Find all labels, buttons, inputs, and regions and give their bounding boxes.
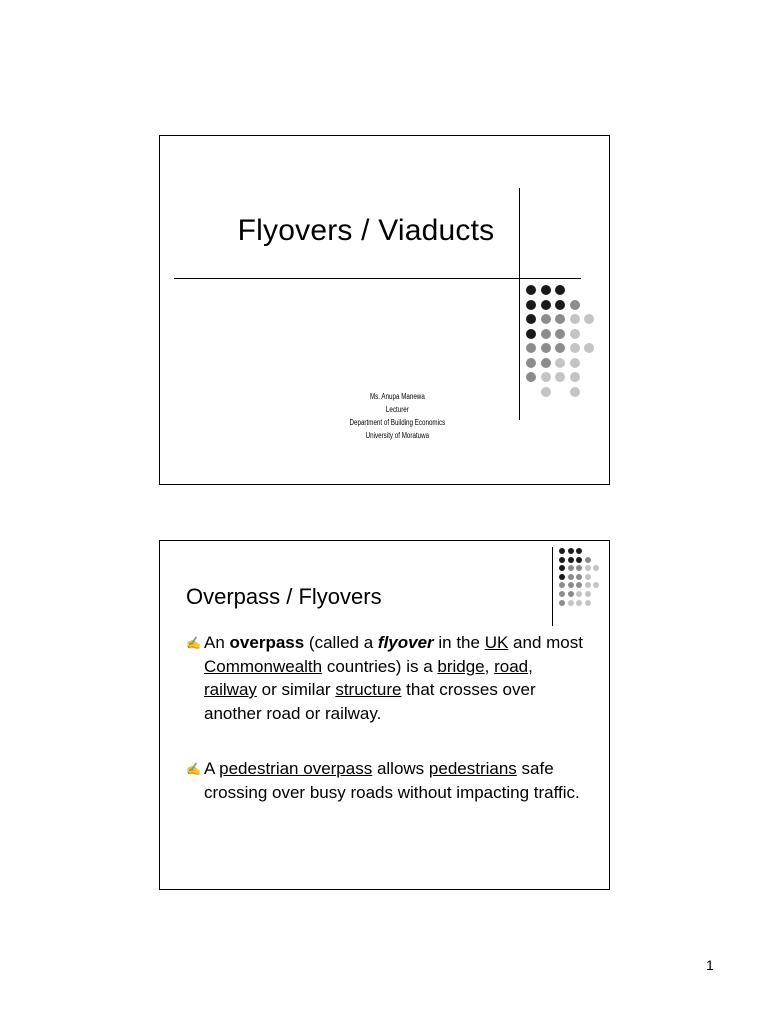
- decorative-dot: [526, 314, 536, 324]
- decorative-dot: [541, 329, 551, 339]
- decorative-dot: [559, 574, 565, 580]
- decorative-dot: [568, 548, 574, 554]
- decorative-dot: [570, 372, 580, 382]
- decorative-dot: [559, 591, 565, 597]
- decorative-dot: [585, 565, 591, 571]
- link-uk[interactable]: UK: [484, 633, 509, 652]
- decorative-dot: [526, 285, 536, 295]
- decorative-dot: [576, 565, 582, 571]
- decorative-dot: [576, 557, 582, 563]
- decorative-dot: [570, 300, 580, 310]
- link-commonwealth[interactable]: Commonwealth: [204, 656, 323, 676]
- slide-divider-vertical: [552, 547, 553, 626]
- decorative-dot: [584, 314, 594, 324]
- author-name: Ms. Anupa Manewa: [369, 392, 425, 401]
- link-bridge[interactable]: bridge: [437, 656, 485, 676]
- decorative-dot: [568, 600, 574, 606]
- decorative-dot: [570, 343, 580, 353]
- decorative-dot: [526, 300, 536, 310]
- decorative-dot: [570, 314, 580, 324]
- decorative-dot: [576, 548, 582, 554]
- title-divider-vertical: [519, 188, 520, 420]
- author-block: [212, 390, 583, 442]
- decorative-dot: [555, 314, 565, 324]
- decorative-dot: [585, 557, 591, 563]
- decorative-dot: [526, 372, 536, 382]
- decorative-dot: [541, 358, 551, 368]
- decorative-dot: [568, 582, 574, 588]
- slide-title: [159, 135, 610, 485]
- decorative-dot: [555, 343, 565, 353]
- bullet-overpass-definition: [186, 631, 586, 725]
- decorative-dot: [559, 557, 565, 563]
- decorative-dot: [593, 582, 599, 588]
- decorative-dot: [570, 329, 580, 339]
- decorative-dot: [555, 329, 565, 339]
- link-railway[interactable]: railway: [204, 680, 257, 699]
- decorative-dot: [541, 300, 551, 310]
- decorative-dot: [584, 343, 594, 353]
- decorative-dot: [568, 574, 574, 580]
- link-pedestrians[interactable]: pedestrians: [428, 759, 517, 778]
- decorative-dot: [559, 582, 565, 588]
- page-number: 1: [706, 957, 714, 973]
- decorative-dot: [559, 548, 565, 554]
- bullet-text: A pedestrian overpass allows pedestrians safe crossing over busy roads without impacting traffic.: [204, 759, 580, 802]
- author-university: University of Moratuwa: [365, 431, 430, 440]
- decorative-dot: [585, 582, 591, 588]
- slide-heading: Overpass / Flyovers: [186, 584, 382, 609]
- decorative-dot: [541, 314, 551, 324]
- decorative-dot: [585, 591, 591, 597]
- decorative-dot: [559, 565, 565, 571]
- decorative-dot: [576, 591, 582, 597]
- decorative-dot: [576, 600, 582, 606]
- decorative-dot: [585, 600, 591, 606]
- author-department: Department of Building Economics: [349, 418, 446, 427]
- decorative-dot: [568, 557, 574, 563]
- decorative-dot: [559, 600, 565, 606]
- decorative-dot: [555, 300, 565, 310]
- term-overpass: overpass: [229, 633, 305, 652]
- decorative-dot: [568, 591, 574, 597]
- decorative-dot: [585, 574, 591, 580]
- decorative-dot: [541, 372, 551, 382]
- slide-overpass: [159, 540, 610, 890]
- pen-bullet-icon: ✍: [186, 762, 201, 776]
- link-pedestrian-overpass[interactable]: pedestrian overpass: [219, 759, 373, 778]
- bullet-text: An overpass (called a flyover in the UK and most Commonwealth countries) is a bridge, road, railway or similar structure that crosses over another road or railway.: [204, 633, 583, 723]
- decorative-dot: [526, 358, 536, 368]
- slide-title-heading: Flyovers / Viaducts: [237, 214, 495, 247]
- decorative-dot: [526, 329, 536, 339]
- decorative-dot: [555, 372, 565, 382]
- bullet-pedestrian-overpass: [186, 757, 586, 804]
- decorative-dot: [570, 358, 580, 368]
- author-role: Lecturer: [385, 405, 409, 414]
- decorative-dot: [541, 343, 551, 353]
- term-flyover: flyover: [377, 633, 434, 652]
- decorative-dot: [555, 358, 565, 368]
- decorative-dot: [555, 285, 565, 295]
- decorative-dot: [576, 582, 582, 588]
- pen-bullet-icon: ✍: [186, 636, 201, 650]
- decorative-dot: [568, 565, 574, 571]
- decorative-dot: [593, 565, 599, 571]
- decorative-dot: [541, 285, 551, 295]
- decorative-dot: [576, 574, 582, 580]
- link-road[interactable]: road: [494, 656, 529, 676]
- decorative-dot: [526, 343, 536, 353]
- link-structure[interactable]: structure: [335, 680, 402, 699]
